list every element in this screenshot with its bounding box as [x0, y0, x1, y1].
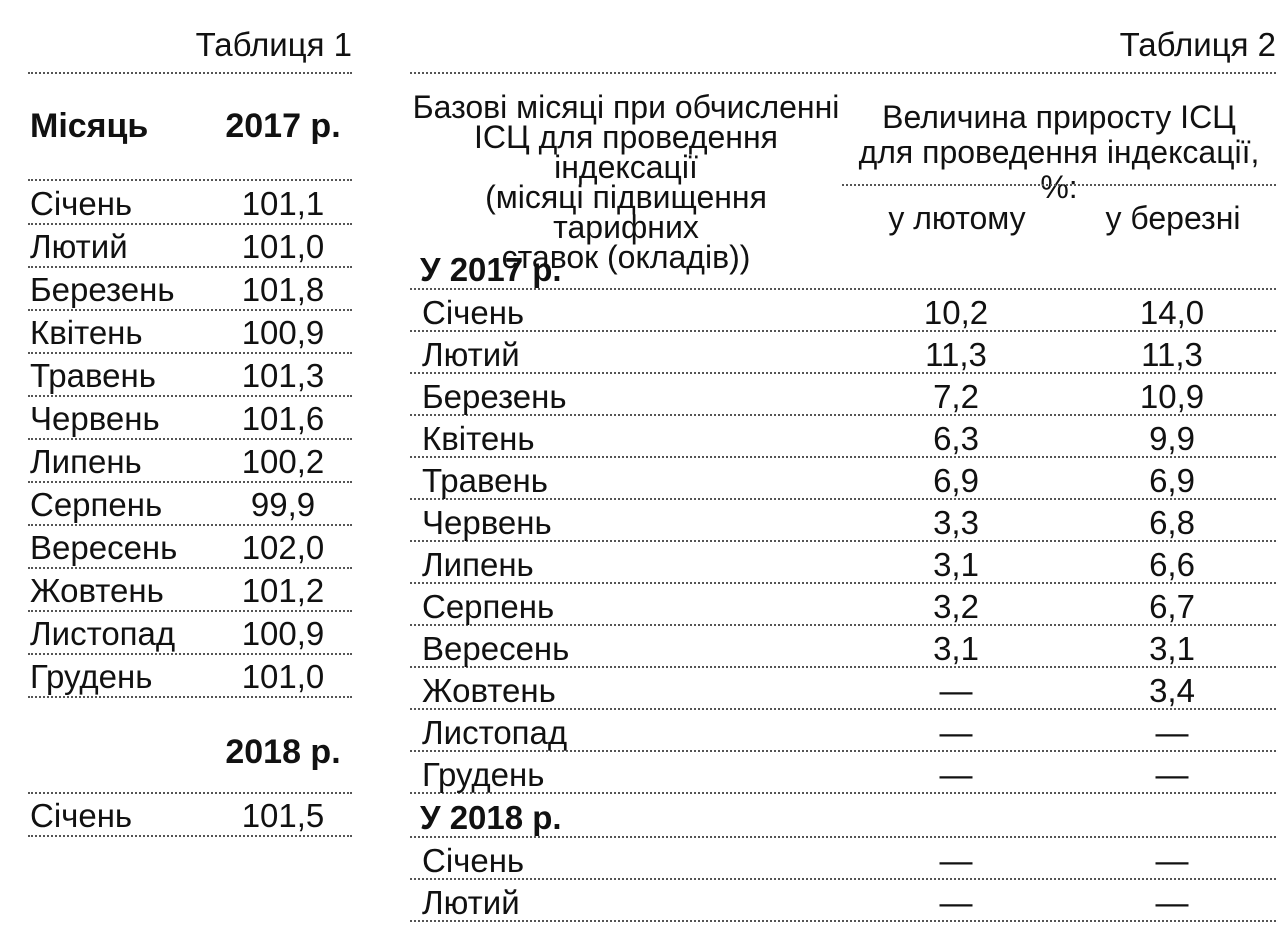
table-row: [28, 567, 352, 612]
table-row: [28, 180, 352, 225]
february-cell: 11,3: [925, 336, 987, 373]
month-cell: Жовтень: [30, 572, 164, 609]
table-row: [410, 330, 1276, 374]
table-row: [28, 352, 352, 397]
table-row: [410, 624, 1276, 668]
value-cell: 101,8: [241, 271, 325, 308]
column-header-march: у березні: [1105, 200, 1241, 236]
table-row: [28, 395, 352, 440]
month-cell: Березень: [30, 271, 175, 308]
march-cell: —: [1155, 842, 1189, 879]
month-cell: Вересень: [422, 630, 570, 667]
february-cell: —: [939, 714, 973, 751]
month-cell: Лютий: [422, 336, 520, 373]
table-1-caption: Таблиця 1: [28, 22, 352, 74]
february-cell: 10,2: [923, 294, 989, 331]
march-cell: 3,4: [1149, 672, 1195, 709]
month-cell: Травень: [422, 462, 548, 499]
table-row: [410, 456, 1276, 500]
month-cell: Квітень: [422, 420, 535, 457]
month-cell: Травень: [30, 357, 156, 394]
table-row: [410, 750, 1276, 794]
march-cell: —: [1155, 756, 1189, 793]
month-cell: Серпень: [30, 486, 163, 523]
february-cell: —: [939, 756, 973, 793]
month-cell: Березень: [422, 378, 567, 415]
header-line: ставок (окладів)): [501, 239, 751, 275]
march-cell: 6,7: [1149, 588, 1195, 625]
year-2018-label: 2018 р.: [225, 733, 341, 771]
table-1-header: [28, 74, 352, 181]
month-cell: Червень: [422, 504, 552, 541]
table-row: [410, 372, 1276, 416]
february-cell: —: [939, 672, 973, 709]
month-cell: Липень: [30, 443, 142, 480]
year-2018-header: [28, 712, 352, 794]
value-cell: 102,0: [241, 529, 325, 566]
february-cell: 6,9: [933, 462, 979, 499]
march-cell: —: [1155, 884, 1189, 921]
value-cell: 100,2: [241, 443, 325, 480]
value-cell: 100,9: [241, 615, 325, 652]
section-2017: [410, 239, 1276, 290]
month-cell: Листопад: [422, 714, 568, 751]
month-cell: Грудень: [422, 756, 545, 793]
table-row: [410, 836, 1276, 880]
month-cell: Листопад: [30, 615, 176, 652]
month-cell: Вересень: [30, 529, 178, 566]
header-line: ІСЦ для проведення індексації: [474, 119, 778, 185]
february-cell: 3,3: [933, 504, 979, 541]
march-cell: 3,1: [1149, 630, 1195, 667]
table-row: [410, 878, 1276, 922]
month-cell: Грудень: [30, 658, 153, 695]
month-cell: Квітень: [30, 314, 143, 351]
section-label: У 2017 р.: [420, 251, 562, 288]
value-cell: 100,9: [241, 314, 325, 351]
value-cell: 101,1: [241, 185, 325, 222]
table-2-caption: Таблиця 2: [410, 22, 1276, 74]
value-cell: 101,2: [241, 572, 325, 609]
value-cell: 99,9: [250, 486, 316, 523]
march-cell: 11,3: [1141, 336, 1203, 373]
month-cell: Липень: [422, 546, 534, 583]
table-row: [28, 792, 352, 837]
table-row: [410, 666, 1276, 710]
value-cell: 101,3: [241, 357, 325, 394]
month-cell: Січень: [30, 185, 133, 222]
column-header-2017: 2017 р.: [225, 107, 341, 145]
month-cell: Червень: [30, 400, 160, 437]
march-cell: 6,9: [1149, 462, 1195, 499]
table-row: [28, 438, 352, 483]
table-row: [410, 288, 1276, 332]
march-cell: 9,9: [1149, 420, 1195, 457]
february-cell: 6,3: [933, 420, 979, 457]
table-row: [410, 414, 1276, 458]
cpi-growth-header: [842, 99, 1276, 205]
march-cell: 10,9: [1139, 378, 1205, 415]
february-cell: 3,2: [933, 588, 979, 625]
march-cell: —: [1155, 714, 1189, 751]
february-cell: —: [939, 842, 973, 879]
march-cell: 14,0: [1139, 294, 1205, 331]
header-line: Величина приросту ІСЦ: [882, 99, 1236, 135]
header-line: для проведення індексації, %:: [858, 134, 1260, 205]
header-divider: [842, 184, 1276, 186]
february-cell: 7,2: [933, 378, 979, 415]
value-cell: 101,6: [241, 400, 325, 437]
month-cell: Серпень: [422, 588, 555, 625]
value-cell: 101,5: [241, 797, 325, 834]
month-cell: Лютий: [422, 884, 520, 921]
header-line: Базові місяці при обчисленні: [412, 89, 840, 125]
month-cell: Січень: [422, 294, 525, 331]
february-cell: —: [939, 884, 973, 921]
column-header-month: Місяць: [30, 107, 149, 145]
table-row: [28, 524, 352, 569]
table-row: [28, 610, 352, 655]
table-row: [410, 708, 1276, 752]
month-cell: Січень: [422, 842, 525, 879]
value-cell: 101,0: [241, 228, 325, 265]
table-row: [28, 653, 352, 698]
table-row: [28, 266, 352, 311]
february-cell: 3,1: [933, 546, 979, 583]
march-cell: 6,6: [1149, 546, 1195, 583]
table-row: [410, 498, 1276, 542]
february-cell: 3,1: [933, 630, 979, 667]
month-cell: Січень: [30, 797, 133, 834]
section-label: У 2018 р.: [420, 799, 562, 836]
column-header-february: у лютому: [888, 200, 1026, 236]
value-cell: 101,0: [241, 658, 325, 695]
month-cell: Лютий: [30, 228, 128, 265]
header-line: (місяці підвищення тарифних: [485, 179, 767, 245]
table-row: [28, 223, 352, 268]
section-2018: [410, 792, 1276, 838]
table-row: [28, 309, 352, 354]
table-row: [410, 540, 1276, 584]
table-row: [28, 481, 352, 526]
table-row: [410, 582, 1276, 626]
march-cell: 6,8: [1149, 504, 1195, 541]
month-cell: Жовтень: [422, 672, 556, 709]
